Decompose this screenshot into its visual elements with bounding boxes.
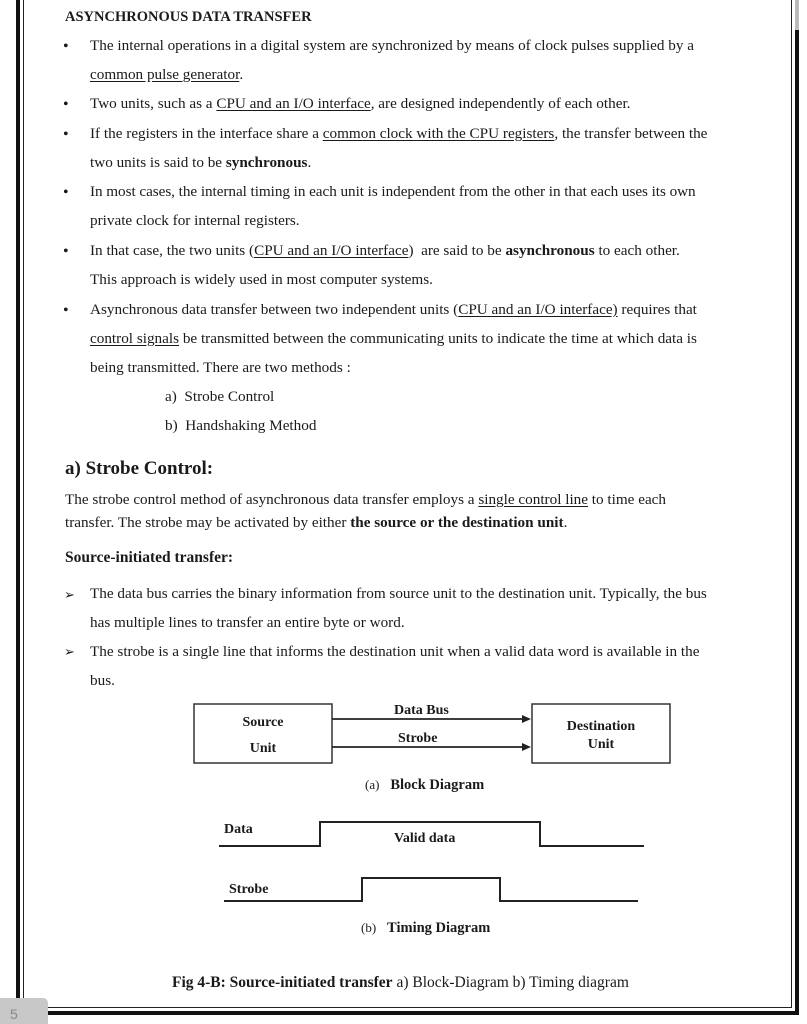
bullet-2: Two units, such as a CPU and an I/O interface, are designed independently of each other. [90, 95, 631, 112]
timing-strobe-label: Strobe [229, 882, 269, 897]
timing-valid-data-label: Valid data [394, 831, 456, 846]
bullet-6-line1: Asynchronous data transfer between two independent units (CPU and an I/O interface) requires that [90, 301, 697, 318]
bullet-icon: • [63, 184, 69, 201]
underlined-term: control signals [90, 330, 180, 347]
bullet-6-line2: control signals be transmitted between the communicating units to indicate the time at which data is [90, 330, 697, 347]
figure-caption: Fig 4-B: Source-initiated transfer a) Block-Diagram b) Timing diagram [172, 974, 629, 991]
arrow-bullet-2-line2: bus. [90, 672, 115, 689]
section-para-line1: The strobe control method of asynchronous data transfer employs a single control line to time each [65, 491, 667, 508]
bullet-icon: • [63, 38, 69, 55]
underlined-term: CPU and an I/O interface [216, 95, 371, 112]
underlined-term: common clock with the CPU registers [322, 125, 555, 142]
page-indicator-tab[interactable] [0, 998, 48, 1024]
bullet-3-line2: two units is said to be synchronous. [90, 154, 312, 171]
bullet-5-line2: This approach is widely used in most computer systems. [90, 271, 433, 288]
section-para-line2: transfer. The strobe may be activated by either the source or the destination unit. [65, 514, 568, 531]
bullet-1-line1: The internal operations in a digital system are synchronized by means of clock pulses supplied by a [90, 37, 694, 54]
underlined-term: CPU and an I/O interface) [458, 301, 618, 318]
underlined-term: CPU and an I/O interface [254, 242, 409, 259]
destination-unit-label-line2: Unit [587, 737, 615, 752]
page-number: 5 [10, 1006, 18, 1022]
bullet-4-line1: In most cases, the internal timing in each unit is independent from the other in that each uses its own [90, 183, 696, 200]
arrow-bullet-icon: ➢ [64, 644, 75, 659]
document-title: ASYNCHRONOUS DATA TRANSFER [65, 9, 312, 25]
method-item-handshaking: b) Handshaking Method [165, 417, 317, 434]
arrow-bullet-1-line1: The data bus carries the binary information from source unit to the destination unit. Typically, the bus [90, 585, 707, 602]
subheading: Source-initiated transfer: [65, 549, 234, 566]
bullet-icon: • [63, 126, 69, 143]
arrow-bullet-2-line1: The strobe is a single line that informs the destination unit when a valid data word is available in the [90, 643, 700, 660]
method-item-strobe: a) Strobe Control [165, 388, 275, 405]
destination-unit-label-line1: Destination [566, 719, 636, 734]
bullet-5-line1: In that case, the two units (CPU and an I/O interface) are said to be asynchronous to each other. [90, 242, 680, 259]
arrow-bullet-1-line2: has multiple lines to transfer an entire byte or word. [90, 614, 405, 631]
timing-data-label: Data [224, 822, 253, 837]
section-heading: a) Strobe Control: [65, 458, 214, 479]
bullet-4-line2: private clock for internal registers. [90, 212, 300, 229]
bullet-1-line2: common pulse generator. [90, 66, 244, 83]
underlined-term: common pulse generator [90, 66, 240, 83]
bullet-icon: • [63, 96, 69, 113]
bullet-6-line3: being transmitted. There are two methods : [90, 359, 351, 376]
timing-diagram-caption: (b) Timing Diagram [361, 920, 491, 936]
arrow-bullet-icon: ➢ [64, 587, 75, 602]
bullet-icon: • [63, 302, 69, 319]
underlined-term: single control line [478, 491, 588, 508]
bullet-3-line1: If the registers in the interface share a common clock with the CPU registers, the transfer between the [90, 125, 708, 142]
source-unit-label-line1: Source [242, 715, 284, 730]
strobe-label: Strobe [398, 731, 438, 746]
bullet-icon: • [63, 243, 69, 260]
block-diagram-caption: (a) Block Diagram [365, 777, 485, 793]
data-bus-label: Data Bus [394, 703, 449, 718]
source-unit-label-line2: Unit [249, 741, 277, 756]
